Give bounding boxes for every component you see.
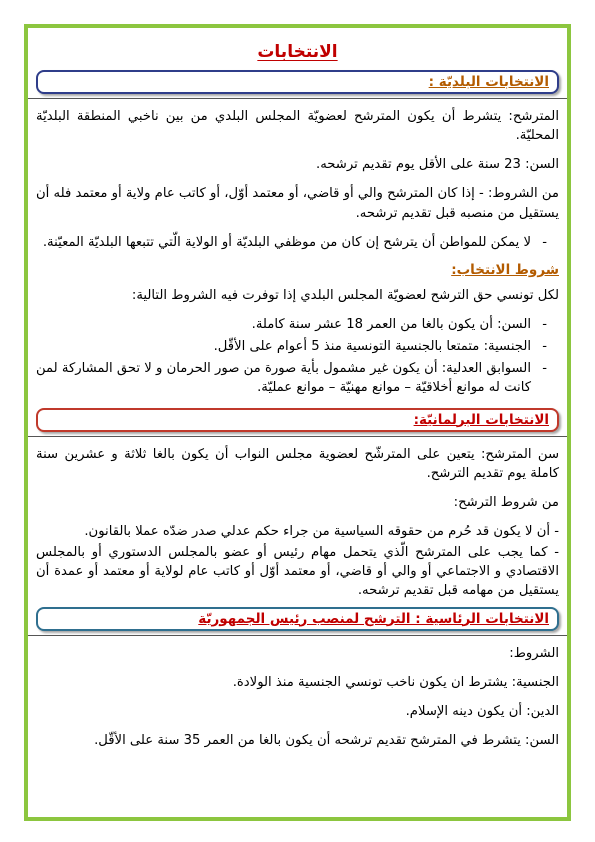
parliament-age-text: سن المترشح: يتعين على المترشّح لعضوية مجلس النواب أن يكون بالغا ثلاثة و عشرين سنة كاملة يوم تقديم الترشح. [36, 446, 559, 481]
voter-intro-text: لكل تونسي حق الترشح لعضويّة المجلس البلدي إذا توفرت فيه الشروط التالية: [131, 287, 559, 303]
parliament-condition-item: - أن لا يكون قد حُرم من حقوقه السياسية من جراء حكم عدلي صدر ضدّه عملا بالقانون. [84, 523, 559, 539]
municipal-age-text: السن: 23 سنة على الأقل يوم تقديم ترشحه. [316, 157, 559, 173]
page-title: الانتخابات [257, 42, 338, 62]
page-frame [24, 24, 571, 821]
list-item: - السوابق العدلية: أن يكون غير مشمول بأية صورة من صور الحرمان و لا تحق المشاركة لمن كانت له موانع أخلاقيّة – موانع مهنيّة – موانع عمليّة. [36, 359, 531, 397]
page-content [28, 28, 567, 817]
section-divider [28, 98, 567, 99]
presidential-heading-box [36, 607, 559, 631]
municipal-heading: الانتخابات البلديّة : [428, 74, 549, 90]
section-divider [28, 436, 567, 437]
list-item: - الجنسية: متمتعا بالجنسية التونسية منذ 5 أعوام على الأقّل. [36, 337, 531, 356]
list-item: - لا يمكن للمواطن أن يترشح إن كان من موظفي البلديّة أو الولاية الّتي تتبعها البلديّة المعيّنة. [36, 233, 531, 252]
presidential-heading: الانتخابات الرئاسية : الترشح لمنصب رئيس الجمهوريّة [198, 610, 549, 627]
list-item: - السن: أن يكون بالغا من العمر 18 عشر سنة كاملة. [36, 315, 531, 334]
parliament-heading-box [36, 408, 559, 432]
municipal-heading-box [36, 70, 559, 94]
parliament-conditions-block [36, 522, 559, 601]
parliament-conditions-label: من شروط الترشح: [453, 494, 559, 510]
presidential-nationality-text: الجنسية: يشترط ان يكون ناخب تونسي الجنسية منذ الولادة. [232, 674, 559, 690]
presidential-conditions-label: الشروط: [509, 645, 559, 661]
presidential-religion-text: الدين: أن يكون دينه الإسلام. [405, 703, 559, 719]
presidential-age-text: السن: يتشرط في المترشح تقديم ترشحه أن يكون بالغا من العمر 35 سنة على الأقّل. [94, 732, 559, 748]
municipal-candidate-text: المترشح: يتشرط أن يكون المترشح لعضويّة المجلس البلدي من بين ناخبي المنطقة البلديّة المحليّة. [36, 109, 559, 144]
parliament-condition-item: - كما يجب على المترشح الّذي يتحمل مهام رئيس أو عضو بالمجلس الدستوري أو بالمجلس الاقتصادي و الاجتماعي أو والي أو قاضي، أو معتمد أوّل أو كاتب عام لولاية أو معتمد أو عمدة أن يستقيل من مهامه قبل تقديم ترشحه. [36, 545, 559, 599]
parliament-heading: الانتخابات البرلمانيّة: [413, 411, 549, 428]
section-divider [28, 635, 567, 636]
municipal-bullet-list [36, 233, 559, 252]
municipal-conditions-text: من الشروط: - إذا كان المترشح والي أو قاضي، أو معتمد أوّل، أو كاتب عام ولاية أو معتمد فله أن يستقيل من منصبه قبل تقديم ترشحه. [36, 186, 559, 221]
voter-conditions-heading: شروط الانتخاب: [451, 261, 559, 278]
voter-bullet-list [36, 315, 559, 398]
